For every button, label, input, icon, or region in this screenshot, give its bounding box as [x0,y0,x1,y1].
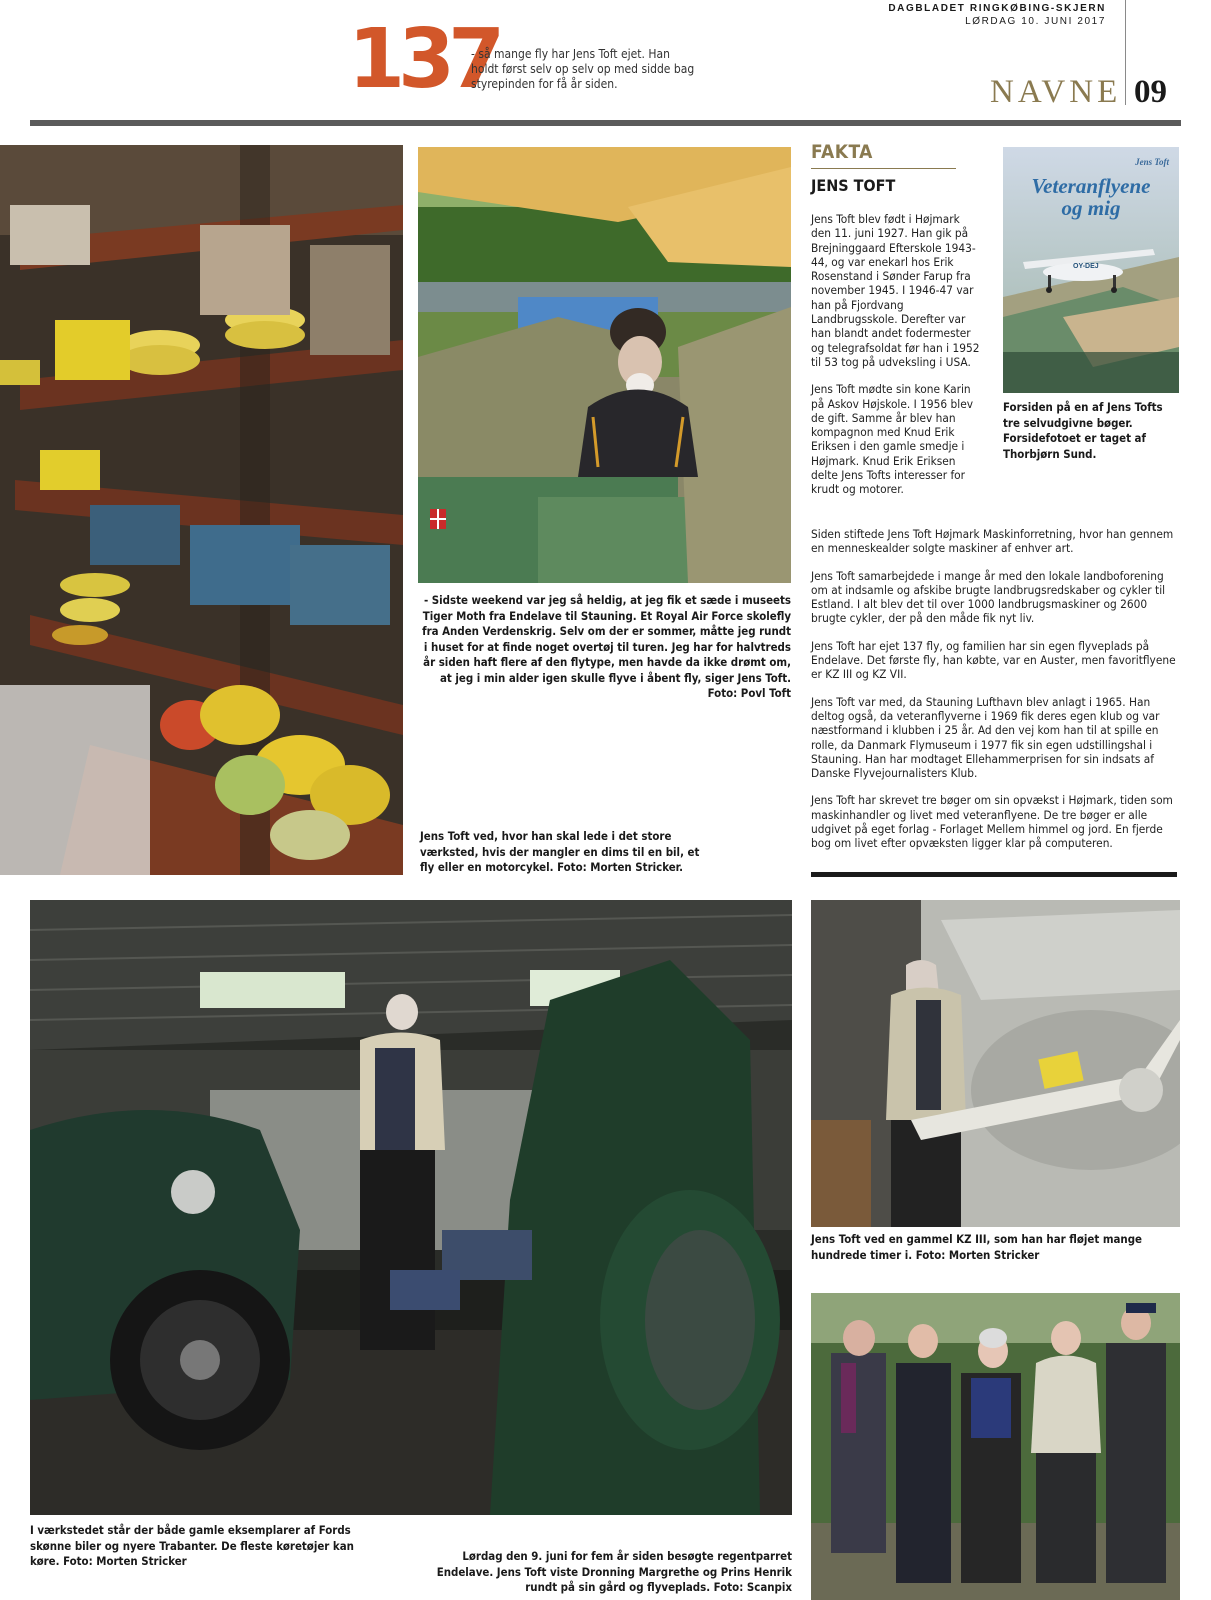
fakta-name: JENS TOFT [811,176,896,195]
caption-workshop-shelves: Jens Toft ved, hvor han skal lede i det store værksted, hvis der mangler en dims til en bil, et fly eller en motorcykel. Foto: Morten Stricker. [420,829,700,874]
book-title [1003,175,1179,219]
header-divider [1125,0,1126,105]
fakta-paragraph: Jens Toft blev født i Højmark den 11. juni 1927. Han gik på Brejninggaard Efterskole 1943-44, og var enekarl hos Erik Rosenstand i Sønder Farup fra november 1945. I 1946-47 var han på Fjordvang Landbrugsskole. Derefter var han blandt andet fodermester og telegrafsoldat før han i 1952 til 53 tog på udveksling i USA. [811,212,980,369]
caption-tiger-moth: - Sidste weekend var jeg så heldig, at jeg fik et sæde i museets Tiger Moth fra Endelave til Stauning. Et Royal Air Force skolefly fra Anden Verdenskrig. Selv om der er sommer, måtte jeg rundt i huset for at finde noget overtøj til turen. Jeg har for halvtreds år siden haft flere af den flytype, men havde da ikke drømt om, at jeg i min alder igen skulle flyve i åbent fly, siger Jens Toft. Foto: Povl Toft [422,593,791,700]
fakta-rule [811,168,956,169]
fakta-paragraph: Jens Toft samarbejdede i mange år med den lokale landboforening om at indsamle og afskibe brugte landbrugsredskaber og cykler til Estland. I alt blev det til over 1000 landbrugsmaskiner og 2600 brugte cykler, der på den måde fik nyt liv. [811,568,1166,626]
top-rule [30,120,1181,126]
fakta-bottom-rule [811,872,1177,877]
fakta-column-narrow [811,212,981,510]
section-name: NAVNE [990,74,1122,110]
book-title-line1: Veteranflyene [1031,174,1151,198]
paper-name: DAGBLADET RINGKØBING-SKJERN [888,3,1106,14]
photo-garage [30,900,792,1515]
fakta-paragraph: Jens Toft har ejet 137 fly, og familien har sin egen flyveplads på Endelave. Det første fly, han købte, var en Auster, men favoritflyene er KZ III og KZ VII. [811,638,1176,682]
fakta-paragraph: Jens Toft var med, da Stauning Lufthavn blev anlagt i 1965. Han deltog også, da veteranflyverne i 1969 fik deres egen klub og var næstformand i klubben i 25 år. Ad den vej kom han til at spille en rolle, da Danmark Flymuseum i 1977 fik sin egen udstillingshal i Stauning. Han har modtaget Ellehammerprisen for sin indsats af Danske Flyvejournalisters Klub. [811,694,1160,781]
fakta-paragraph: Jens Toft mødte sin kone Karin på Askov Højskole. I 1956 blev de gift. Samme år blev han kompagnon med Knud Erik Eriksen i den gamle smedje i Højmark. Knud Erik Eriksen delte Jens Tofts interesser for krudt og motorer. [811,382,974,497]
photo-tiger-moth [418,147,791,583]
factoid-number: 137 [348,12,499,107]
caption-royal-visit: Lørdag den 9. juni for fem år siden besøgte regentparret Endelave. Jens Toft viste Dronning Margrethe og Prins Henrik rundt på sin gård og flyveplads. Foto: Scanpix [436,1549,792,1594]
book-aircraft-registration: OY-DEJ [1073,263,1099,270]
masthead [888,2,1106,28]
book-cover [1003,147,1179,393]
photo-workshop-shelves [0,145,403,875]
factoid-text: - så mange fly har Jens Toft ejet. Han holdt først selv op selv op med sidde bag styrepinden for få år siden. [471,47,695,91]
book-title-line2: og mig [1061,196,1121,220]
caption-garage: I værkstedet står der både gamle eksemplarer af Fords skønne biler og nyere Trabanter. De fleste køretøjer kan køre. Foto: Morten Stricker [30,1523,354,1568]
fakta-column-wide [811,527,1177,864]
caption-kz3: Jens Toft ved en gammel KZ III, som han har fløjet mange hundrede timer i. Foto: Morten Stricker [811,1232,1143,1262]
issue-date: LØRDAG 10. JUNI 2017 [965,16,1106,27]
book-author: Jens Toft [1135,157,1169,167]
fakta-paragraph: Jens Toft har skrevet tre bøger om sin opvækst i Højmark, tiden som maskinhandler og livet med veteranflyene. De tre bøger er alle udgivet på eget forlag - Forlaget Mellem himmel og jord. En fjerde bog om livet efter opvæksten ligger klar på computeren. [811,793,1173,851]
fakta-heading: FAKTA [811,141,873,163]
photo-royal-visit [811,1293,1180,1600]
photo-kz3 [811,900,1180,1227]
page-number: 09 [1134,74,1167,110]
fakta-paragraph: Siden stiftede Jens Toft Højmark Maskinforretning, hvor han gennem en menneskealder solgte maskiner af enhver art. [811,527,1174,556]
caption-book-cover: Forsiden på en af Jens Tofts tre selvudgivne bøger. Forsidefotoet er taget af Thorbjørn Sund. [1003,400,1163,461]
